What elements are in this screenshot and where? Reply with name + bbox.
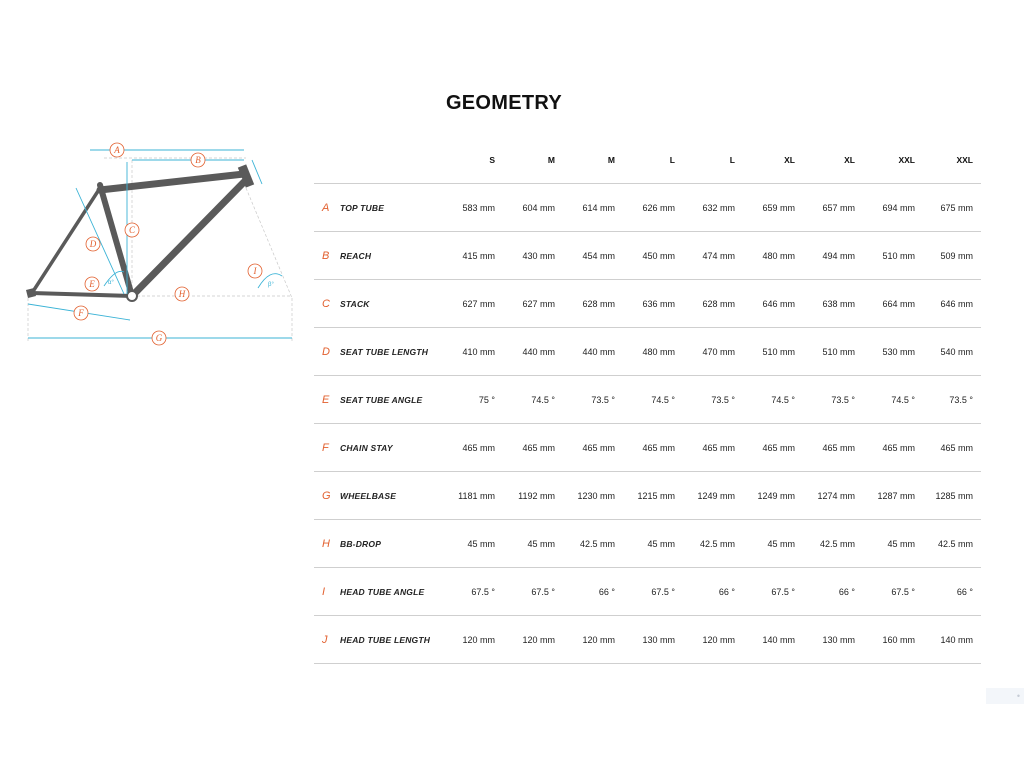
- seat-angle-symbol: α°: [108, 280, 114, 286]
- table-cell: 45 mm: [623, 520, 683, 568]
- row-letter: C: [322, 297, 330, 310]
- size-header: XL: [743, 136, 803, 184]
- table-cell: 1249 mm: [683, 472, 743, 520]
- table-cell: 465 mm: [503, 424, 563, 472]
- table-cell: 42.5 mm: [923, 520, 981, 568]
- table-cell: 636 mm: [623, 280, 683, 328]
- row-name: TOP TUBE: [340, 202, 385, 213]
- table-row: [314, 568, 981, 616]
- table-cell: 465 mm: [803, 424, 863, 472]
- table-cell: 74.5 °: [863, 376, 923, 424]
- table-cell: 42.5 mm: [563, 520, 623, 568]
- table-cell: 160 mm: [863, 616, 923, 664]
- table-cell: 67.5 °: [623, 568, 683, 616]
- table-cell: 42.5 mm: [803, 520, 863, 568]
- table-cell: 480 mm: [623, 328, 683, 376]
- row-letter: F: [322, 441, 329, 454]
- table-cell: 410 mm: [444, 328, 503, 376]
- table-cell: 509 mm: [923, 232, 981, 280]
- size-header: L: [683, 136, 743, 184]
- table-row: [314, 616, 981, 664]
- table-cell: 73.5 °: [683, 376, 743, 424]
- table-cell: 1181 mm: [444, 472, 503, 520]
- table-cell: 530 mm: [863, 328, 923, 376]
- table-cell: 465 mm: [743, 424, 803, 472]
- table-cell: 657 mm: [803, 184, 863, 232]
- table-cell: 73.5 °: [803, 376, 863, 424]
- table-cell: 74.5 °: [623, 376, 683, 424]
- row-letter: A: [322, 201, 330, 214]
- size-header: S: [444, 136, 503, 184]
- table-row: [314, 232, 981, 280]
- table-cell: 465 mm: [863, 424, 923, 472]
- table-row: [314, 328, 981, 376]
- row-label: [314, 328, 444, 376]
- row-label: [314, 616, 444, 664]
- table-cell: 45 mm: [503, 520, 563, 568]
- table-cell: 694 mm: [863, 184, 923, 232]
- table-cell: 440 mm: [563, 328, 623, 376]
- table-cell: 628 mm: [683, 280, 743, 328]
- table-cell: 1274 mm: [803, 472, 863, 520]
- table-row: [314, 472, 981, 520]
- table-cell: 66 °: [803, 568, 863, 616]
- row-name: WHEELBASE: [340, 490, 397, 501]
- row-name: CHAIN STAY: [340, 442, 393, 453]
- table-cell: 628 mm: [563, 280, 623, 328]
- row-label: [314, 568, 444, 616]
- dim-label-i: I: [253, 266, 257, 276]
- table-row: [314, 424, 981, 472]
- row-label: [314, 184, 444, 232]
- table-row: [314, 520, 981, 568]
- table-cell: 646 mm: [923, 280, 981, 328]
- dim-label-a: A: [114, 145, 120, 155]
- table-cell: 465 mm: [563, 424, 623, 472]
- table-cell: 140 mm: [923, 616, 981, 664]
- table-cell: 1192 mm: [503, 472, 563, 520]
- table-cell: 45 mm: [743, 520, 803, 568]
- row-letter: E: [322, 393, 330, 406]
- table-cell: 583 mm: [444, 184, 503, 232]
- dim-label-d: D: [89, 239, 97, 249]
- table-cell: 66 °: [923, 568, 981, 616]
- row-letter: I: [322, 585, 326, 598]
- dim-label-f: F: [78, 308, 84, 318]
- dim-label-c: C: [128, 225, 136, 235]
- row-letter: H: [322, 537, 330, 550]
- table-cell: 140 mm: [743, 616, 803, 664]
- size-header: M: [503, 136, 563, 184]
- table-cell: 1285 mm: [923, 472, 981, 520]
- table-cell: 67.5 °: [863, 568, 923, 616]
- table-cell: 1287 mm: [863, 472, 923, 520]
- table-cell: 66 °: [563, 568, 623, 616]
- dim-label-h: H: [178, 289, 186, 299]
- table-cell: 450 mm: [623, 232, 683, 280]
- size-header: L: [623, 136, 683, 184]
- table-cell: 465 mm: [923, 424, 981, 472]
- table-cell: 1230 mm: [563, 472, 623, 520]
- table-cell: 130 mm: [623, 616, 683, 664]
- table-cell: 646 mm: [743, 280, 803, 328]
- table-row: [314, 184, 981, 232]
- table-cell: 130 mm: [803, 616, 863, 664]
- table-cell: 66 °: [683, 568, 743, 616]
- table-cell: 626 mm: [623, 184, 683, 232]
- row-letter: J: [322, 633, 328, 646]
- table-cell: 120 mm: [503, 616, 563, 664]
- row-label: [314, 232, 444, 280]
- row-label: [314, 280, 444, 328]
- table-cell: 510 mm: [743, 328, 803, 376]
- table-cell: 74.5 °: [743, 376, 803, 424]
- table-cell: 454 mm: [563, 232, 623, 280]
- table-cell: 440 mm: [503, 328, 563, 376]
- bike-frame-illustration: [26, 143, 292, 345]
- row-letter: G: [322, 489, 331, 502]
- row-name: SEAT TUBE ANGLE: [340, 394, 423, 405]
- table-cell: 120 mm: [444, 616, 503, 664]
- table-cell: 614 mm: [563, 184, 623, 232]
- geometry-table-body: [314, 184, 981, 664]
- row-name: HEAD TUBE LENGTH: [340, 634, 431, 645]
- table-cell: 510 mm: [863, 232, 923, 280]
- size-header: XXL: [923, 136, 981, 184]
- table-cell: 638 mm: [803, 280, 863, 328]
- table-cell: 430 mm: [503, 232, 563, 280]
- header-blank: [314, 136, 444, 184]
- table-cell: 1215 mm: [623, 472, 683, 520]
- row-letter: B: [322, 249, 330, 262]
- table-cell: 627 mm: [444, 280, 503, 328]
- geometry-table: [314, 136, 981, 664]
- frame-geometry-diagram: [20, 138, 300, 350]
- table-cell: 42.5 mm: [683, 520, 743, 568]
- table-cell: 470 mm: [683, 328, 743, 376]
- table-cell: 67.5 °: [503, 568, 563, 616]
- table-cell: 474 mm: [683, 232, 743, 280]
- size-header: M: [563, 136, 623, 184]
- table-cell: 74.5 °: [503, 376, 563, 424]
- corner-widget[interactable]: •: [986, 688, 1024, 704]
- table-cell: 1249 mm: [743, 472, 803, 520]
- table-cell: 510 mm: [803, 328, 863, 376]
- size-header-row: [314, 136, 981, 184]
- row-name: BB-DROP: [340, 538, 382, 549]
- table-cell: 465 mm: [683, 424, 743, 472]
- table-row: [314, 280, 981, 328]
- table-cell: 67.5 °: [743, 568, 803, 616]
- dim-label-b: B: [195, 155, 201, 165]
- table-cell: 465 mm: [623, 424, 683, 472]
- table-cell: 45 mm: [444, 520, 503, 568]
- row-letter: D: [322, 345, 330, 358]
- row-name: HEAD TUBE ANGLE: [340, 586, 425, 597]
- row-name: STACK: [340, 298, 370, 309]
- table-cell: 75 °: [444, 376, 503, 424]
- size-header: XL: [803, 136, 863, 184]
- table-cell: 632 mm: [683, 184, 743, 232]
- table-cell: 494 mm: [803, 232, 863, 280]
- table-cell: 73.5 °: [563, 376, 623, 424]
- table-cell: 480 mm: [743, 232, 803, 280]
- dim-label-g: G: [155, 333, 163, 343]
- table-cell: 45 mm: [863, 520, 923, 568]
- size-header: XXL: [863, 136, 923, 184]
- table-cell: 627 mm: [503, 280, 563, 328]
- row-label: [314, 520, 444, 568]
- table-cell: 120 mm: [683, 616, 743, 664]
- table-cell: 659 mm: [743, 184, 803, 232]
- page-title: GEOMETRY: [445, 92, 563, 114]
- row-name: SEAT TUBE LENGTH: [340, 346, 429, 357]
- table-cell: 540 mm: [923, 328, 981, 376]
- table-cell: 73.5 °: [923, 376, 981, 424]
- table-cell: 664 mm: [863, 280, 923, 328]
- row-label: [314, 472, 444, 520]
- head-angle-symbol: β°: [268, 282, 274, 288]
- table-cell: 67.5 °: [444, 568, 503, 616]
- table-row: [314, 376, 981, 424]
- table-cell: 675 mm: [923, 184, 981, 232]
- row-name: REACH: [340, 250, 372, 261]
- dim-label-e: E: [89, 279, 95, 289]
- table-cell: 415 mm: [444, 232, 503, 280]
- table-cell: 465 mm: [444, 424, 503, 472]
- row-label: [314, 424, 444, 472]
- table-cell: 120 mm: [563, 616, 623, 664]
- row-label: [314, 376, 444, 424]
- table-cell: 604 mm: [503, 184, 563, 232]
